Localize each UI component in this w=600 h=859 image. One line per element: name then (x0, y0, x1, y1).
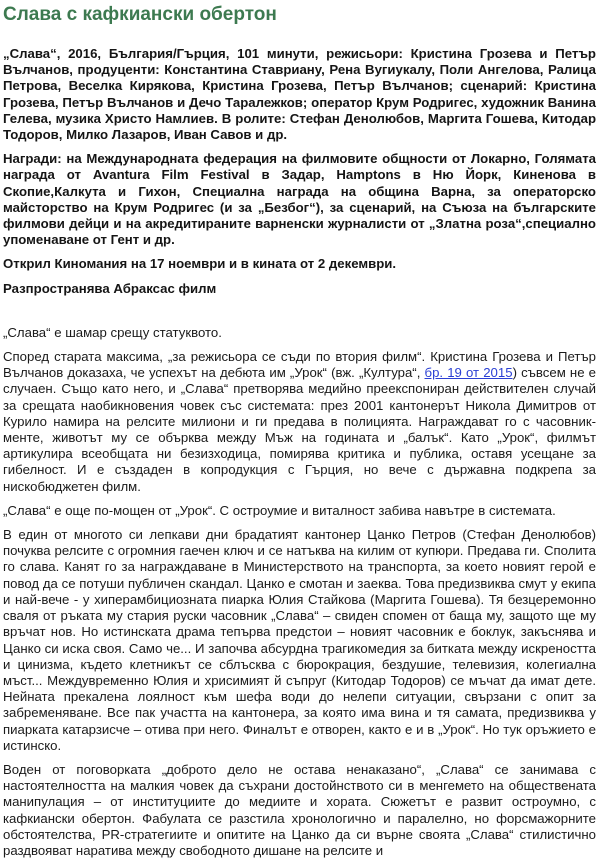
film-awards: Награди: на Международната федерация на филмовите общности от Локарно, Голямата награда от Avantura Film Festival в Задар, Hamptons в Ню Йорк, Киненова в Скопие,Калкута и Гихон, Специална награда на община Варна, за операторско майсторство на Крум Родригес (и за „Безбог“), за сценарий, на Съюза на българските филмови дейци и на акредитираните варненски журналисти от „Златна роза“,специално упоменаване от Гент и др. (3, 151, 596, 248)
paragraph-3: „Слава“ е още по-мощен от „Урок“. С остроумие и виталност забива навътре в системата. (3, 502, 556, 518)
kultura-issue-link[interactable]: бр. 19 от 2015 (424, 365, 513, 381)
film-info: „Слава“, 2016, България/Гърция, 101 минути, режисьори: Кристина Грозева и Петър Вълчанов, продуценти: Константина Ставриану, Рена Вугиукалу, Поли Ангелова, Ралица Петрова, Веселка Кирякова, Кристина Грозева, Петър Вълчанов; сценарий: Кристина Грозева, Петър Вълчанов и Дечо Таралежков; оператор Крум Родригес, художник Ванина Гелева, музика Христо Намлиев. В ролите: Стефан Денолюбов, Маргита Гошева, Китодар Тодоров, Милко Лазаров, Иван Савов и др. (3, 46, 596, 143)
premiere-info: Открил Киномания на 17 ноември и в кината от 2 декември. (3, 256, 397, 272)
distribution-info: Разпространява Абраксас филм (3, 280, 217, 296)
paragraph-1: „Слава“ е шамар срещу статуквото. (3, 324, 222, 340)
paragraph-2-text-b: ) съвсем не е случаен. Също като него, и „Слава“ претворява медийно преекспониран действителен случай за срещата наобикновения човек със системата: през 2001 кантонерът Никола Димитров от Курило намира на релсите милиони и ги предава в полицията. Награждават го с часовник-менте, животът му се обърква между Мъж на годината и „балък“. Като „Урок“, филмът артикулира всеобщата ни безизходица, помирява критика и публика, оставя усещане за гибелност. И е създаден в копродукция с Гърция, но вече с държавна подкрепа за нискобюджетен филм. (3, 365, 596, 494)
section-spacer (3, 307, 596, 325)
film-credits (3, 46, 596, 297)
paragraph-5: Воден от поговорката „доброто дело не остава ненаказано“, „Слава“ се занимава с настоятелността на малкия човек да съхрани достойнството си в менгемето на обществената манипулация – от институциите до медиите и хората. Сюжетът е развит остроумно, с кафкиански обертон. Фабулата се разстила хронологично и паралелно, но форсмажорните обстоятелства, PR-стратегиите и опитите на Цанко да си върне своята „Слава“ стилистично раздвояват наратива между свободното дишане на релсите и (3, 761, 596, 858)
article-body (3, 325, 596, 859)
article-title: Слава с кафкиански обертон (3, 4, 277, 25)
paragraph-2 (3, 349, 596, 495)
paragraph-4: В един от многото си лепкави дни брадатият кантонер Цанко Петров (Стефан Денолюбов) почуква релсите с огромния гаечен ключ и се натъква на килим от купюри. Предава ги. Сполита го слава. Канят го за награждаване в Министерството на транспорта, за което новият герой е повод да се потуши публичен скандал. Цанко е смотан и заеква. Това предизвиква смут у екипа и най-вече - у хиперамбициозната пиарка Юлия Стайкова (Маргита Гошева). Тя безцеремонно сваля от ръката му стария руски часовник „Слава“ – свиден спомен от баща му, защото ще му връчат нов. Но истинската драма тепърва предстои – новият часовник е боклук, закъснява и Цанко си иска своя. Само че... И започва абсурдна трагикомедия за битката между искреността и цинизма, където клетникът се сблъсква с бюрокрация, бездушие, телевизия, колегиална мъст... Междувременно Юлия и хрисимият й съпруг (Китодар Тодоров) се мъчат да имат дете. Нейната прекалена лоялност към шефа води до нелепи ситуации, свързани с опит за забременяване. Все пак участта на кантонера, за която има вина и тя самата, предизвиква у пиарката катарзисче – отива при него. Финалът е отворен, както е и в „Урок“. Но тук оръжието е истинско. (3, 527, 596, 753)
paragraph-2-text-a: Според старата максима, „за режисьора се съди по втория филм“. Кристина Грозева и Петър Вълчанов доказаха, че успехът на дебюта им „Урок“ (вж. „Култура“, (3, 349, 596, 381)
